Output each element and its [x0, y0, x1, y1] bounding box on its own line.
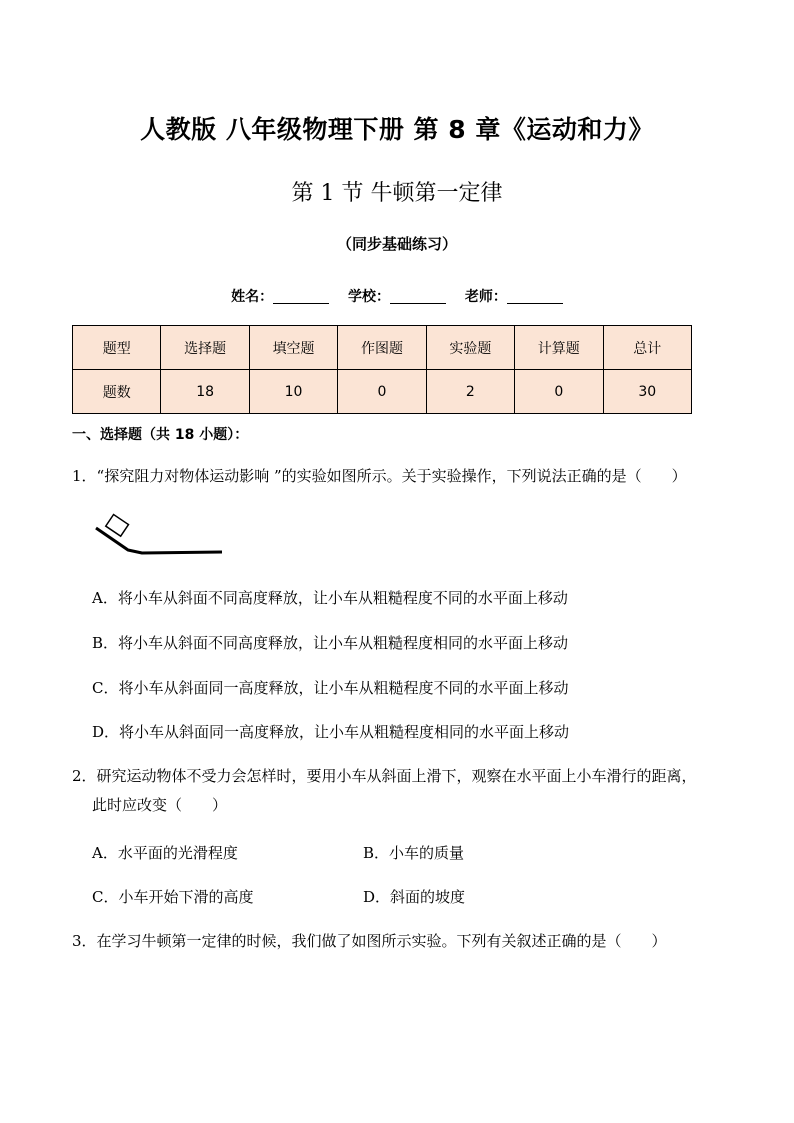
table-cell: 填空题	[249, 326, 337, 370]
table-cell: 2	[426, 370, 514, 414]
question-2-option-c: C．小车开始下滑的高度	[92, 888, 254, 906]
table-cell: 计算题	[515, 326, 603, 370]
table-cell: 题数	[73, 370, 161, 414]
question-3-text: 3．在学习牛顿第一定律的时候，我们做了如图所示实验。下列有关叙述正确的是（ ）	[72, 932, 667, 950]
practice-type: （同步基础练习）	[336, 235, 457, 253]
table-cell: 30	[603, 370, 692, 414]
question-2-option-d: D．斜面的坡度	[363, 888, 466, 906]
question-2-option-b: B．小车的质量	[363, 844, 465, 862]
section-subtitle: 第 1 节 牛顿第一定律	[291, 181, 503, 206]
table-cell: 作图题	[338, 326, 426, 370]
question-1-text: 1．“探究阻力对物体运动影响 ”的实验如图所示。关于实验操作，下列说法正确的是（ ）	[72, 467, 687, 485]
cart-block	[106, 515, 129, 537]
table-cell: 选择题	[161, 326, 249, 370]
school-label: 学校：	[348, 289, 390, 305]
table-cell: 18	[161, 370, 249, 414]
question-2-text-line2: 此时应改变（ ）	[92, 796, 228, 814]
teacher-blank[interactable]	[507, 289, 563, 304]
table-cell: 0	[338, 370, 426, 414]
table-header-row	[73, 326, 692, 370]
name-blank[interactable]	[273, 289, 329, 304]
document-title: 人教版 八年级物理下册 第 8 章《运动和力》	[140, 115, 654, 144]
incline-experiment-figure	[90, 508, 230, 558]
school-blank[interactable]	[390, 289, 446, 304]
table-cell: 实验题	[426, 326, 514, 370]
name-label: 姓名：	[231, 289, 274, 305]
table-cell: 题型	[73, 326, 161, 370]
section-heading: 一、选择题（共 18 小题）：	[72, 427, 249, 443]
question-2-option-a: A．水平面的光滑程度	[92, 844, 238, 862]
student-info-line	[0, 286, 794, 306]
teacher-label: 老师：	[464, 289, 507, 305]
question-1-option-a: A．将小车从斜面不同高度释放，让小车从粗糙程度不同的水平面上移动	[92, 589, 568, 607]
question-2-text-line1: 2．研究运动物体不受力会怎样时，要用小车从斜面上滑下，观察在水平面上小车滑行的距离，	[72, 767, 697, 785]
question-stats-table	[72, 325, 692, 414]
question-1-option-c: C．将小车从斜面同一高度释放，让小车从粗糙程度不同的水平面上移动	[92, 679, 569, 697]
table-cell: 总计	[603, 326, 692, 370]
table-row	[73, 370, 692, 414]
question-1-option-b: B．将小车从斜面不同高度释放，让小车从粗糙程度相同的水平面上移动	[92, 634, 569, 652]
question-1-option-d: D．将小车从斜面同一高度释放，让小车从粗糙程度相同的水平面上移动	[92, 723, 570, 741]
table-cell: 0	[515, 370, 603, 414]
table-cell: 10	[249, 370, 337, 414]
